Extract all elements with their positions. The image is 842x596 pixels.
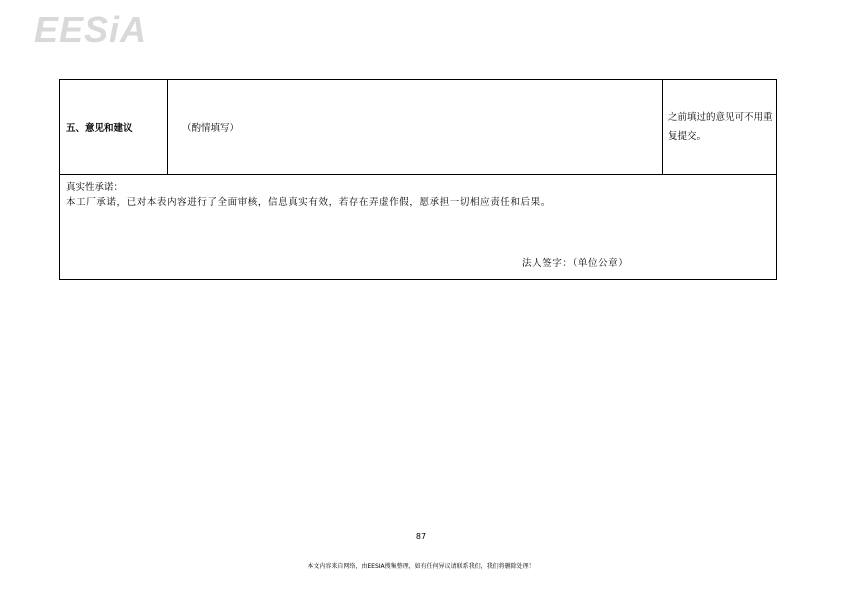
page-number: 87 [415,532,427,541]
pledge-cell [60,175,777,280]
section-label: 五、意见和建议 [60,80,168,175]
pledge-row [60,175,777,280]
pledge-title: 真实性承诺： [66,182,124,193]
opinions-input-cell[interactable]: （酌情填写） [168,80,663,175]
opinions-row [60,80,777,175]
signature-line: 法人签字：（单位公章） [522,258,629,269]
section-note: 之前填过的意见可不用重复提交。 [663,80,777,175]
opinions-form-table [59,79,777,280]
eesia-logo: EESiA [34,9,148,50]
pledge-text: 本工厂承诺，已对本表内容进行了全面审核，信息真实有效，若存在弄虚作假，愿承担一切相应责任和后果。 [66,197,551,208]
footer-note: 本文内容来自网络，由EESIA搜集整理，如有任何异议请联系我们，我们将删除处理！ [307,563,535,570]
